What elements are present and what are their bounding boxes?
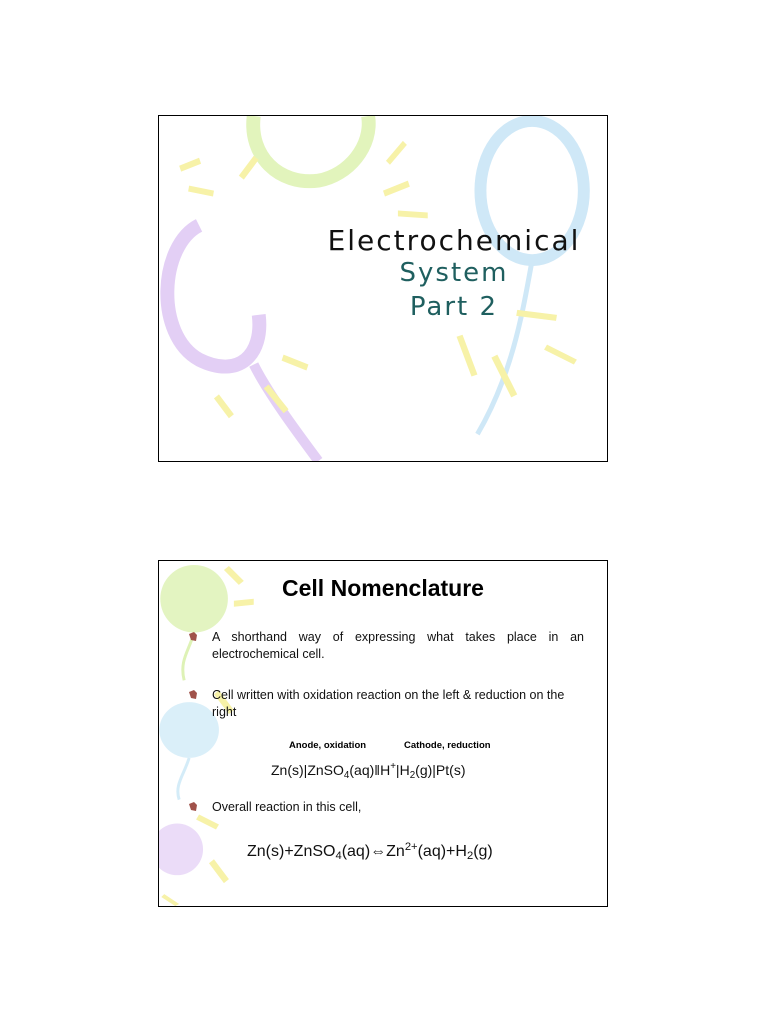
slide-1-title-line-1: Electrochemical bbox=[327, 224, 581, 257]
anode-label: Anode, oxidation bbox=[289, 740, 367, 751]
balloon-decoration bbox=[159, 116, 607, 461]
bullet-marker-icon bbox=[189, 690, 197, 699]
slide-2-title: Cell Nomenclature bbox=[282, 575, 484, 601]
bullet-marker-icon bbox=[189, 802, 197, 811]
bullet-text: Overall reaction in this cell, bbox=[212, 800, 362, 814]
bullet-item bbox=[189, 687, 584, 721]
bullet-text: A shorthand way of expressing what takes place in an electrochemical cell. bbox=[212, 630, 584, 661]
bullet-item bbox=[189, 799, 584, 816]
slide-1-title-line-3: Part 2 bbox=[409, 292, 499, 322]
slide-1 bbox=[158, 115, 608, 462]
overall-reaction-equation: $Zn(s)+ZnSO_4(aq)\Leftrightarrow Zn^{2+}(aq)+H_2(g)$ bbox=[247, 841, 493, 862]
bullet-text: Cell written with oxidation reaction on the left & reduction on the right bbox=[212, 688, 565, 719]
bullet-item bbox=[189, 629, 584, 663]
slide-1-title-line-2: System bbox=[399, 258, 509, 288]
cell-notation-equation: $Zn(s)|ZnSO_4(aq)‖H^+|H_2(g)|Pt(s)$ bbox=[271, 761, 466, 781]
slide-2 bbox=[158, 560, 608, 907]
bullet-marker-icon bbox=[189, 632, 197, 641]
cathode-label: Cathode, reduction bbox=[404, 740, 491, 751]
